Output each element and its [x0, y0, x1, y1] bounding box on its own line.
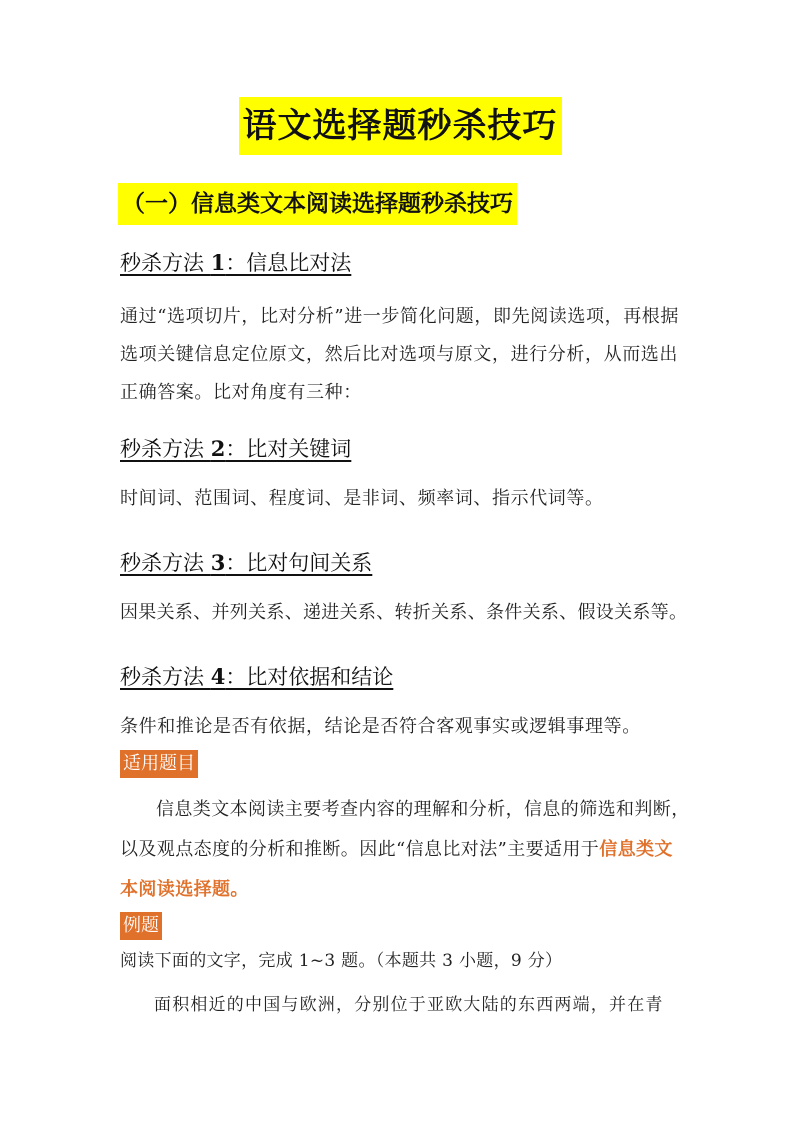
method-name: ：比对依据和结论: [225, 665, 394, 689]
example-intro: 阅读下面的文字，完成 1~3 题。（本题共 3 小题，9 分）: [120, 951, 563, 971]
section-heading: （一）信息类文本阅读选择题秒杀技巧: [118, 183, 517, 225]
method-prefix: 秒杀方法: [120, 551, 204, 575]
method-name: ：比对句间关系: [225, 551, 373, 575]
example-tag: 例题: [120, 912, 162, 940]
applicable-main-text: 信息类文本阅读主要考查内容的理解和分析，信息的筛选和判断，以及观点态度的分析和推断。因此“信息比对法”主要适用于: [120, 799, 690, 860]
method-1-paragraph: 通过“选项切片，比对分析”进一步简化问题，即先阅读选项，再根据选项关键信息定位原文，然后比对选项与原文，进行分析，从而选出正确答案。比对角度有三种：: [120, 306, 680, 403]
method-4-paragraph: 条件和推论是否有依据，结论是否符合客观事实或逻辑事理等。: [120, 716, 641, 737]
method-number: 3: [210, 550, 226, 575]
applicable-highlight-text: 信息类文本阅读选择题。: [120, 839, 673, 900]
method-heading-4: [120, 662, 393, 692]
method-prefix: 秒杀方法: [120, 665, 204, 689]
example-text: 面积相近的中国与欧洲，分别位于亚欧大陆的东西两端，并在青: [154, 995, 664, 1015]
applicable-paragraph: [120, 790, 690, 910]
method-prefix: 秒杀方法: [120, 251, 204, 275]
document-title: [0, 97, 800, 155]
method-heading-3: [120, 548, 372, 578]
method-2-paragraph: 时间词、范围词、程度词、是非词、频率词、指示代词等。: [120, 488, 604, 509]
method-name: ：信息比对法: [225, 251, 352, 275]
method-number: 1: [210, 250, 226, 275]
method-3-paragraph: 因果关系、并列关系、递进关系、转折关系、条件关系、假设关系等。: [120, 602, 688, 623]
method-prefix: 秒杀方法: [120, 437, 204, 461]
method-number: 4: [210, 664, 226, 689]
method-heading-1: [120, 248, 351, 278]
applicable-tag: 适用题目: [120, 750, 198, 778]
document-title-text: 语文选择题秒杀技巧: [239, 97, 562, 155]
method-number: 2: [210, 436, 226, 461]
method-heading-2: [120, 434, 351, 464]
method-name: ：比对关键词: [225, 437, 352, 461]
